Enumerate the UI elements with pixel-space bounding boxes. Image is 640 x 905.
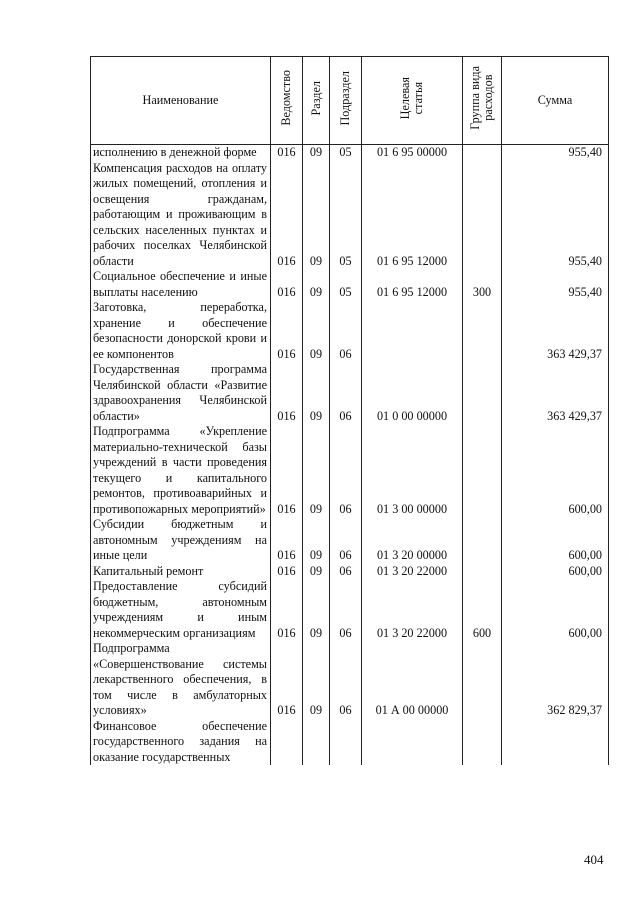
row-name: Предоставление субсидий бюджетным, автономным учреждениям и иным некоммерческим организациям xyxy=(91,579,271,641)
row-razdel: 09 xyxy=(303,362,330,424)
row-gruppa xyxy=(463,362,502,424)
row-celevaya: 01 3 00 00000 xyxy=(362,424,463,517)
row-podrazdel: 05 xyxy=(330,145,362,161)
table-row xyxy=(91,564,609,580)
row-gruppa xyxy=(463,641,502,719)
row-podrazdel: 06 xyxy=(330,564,362,580)
table-row xyxy=(91,269,609,300)
row-vedomstvo xyxy=(271,719,303,766)
row-podrazdel: 06 xyxy=(330,641,362,719)
row-gruppa xyxy=(463,424,502,517)
row-vedomstvo: 016 xyxy=(271,300,303,362)
row-summa: 600,00 xyxy=(502,564,609,580)
header-razdel: Раздел xyxy=(308,81,323,116)
row-podrazdel: 06 xyxy=(330,362,362,424)
table-body xyxy=(91,145,609,766)
row-summa: 955,40 xyxy=(502,161,609,270)
header-celevaya: Целевая статья xyxy=(398,77,425,120)
row-razdel: 09 xyxy=(303,145,330,161)
table-row xyxy=(91,362,609,424)
header-razdel-cell xyxy=(303,57,330,145)
header-gruppa-cell xyxy=(463,57,502,145)
header-summa: Сумма xyxy=(502,57,609,145)
header-gruppa: Группа вида расходов xyxy=(468,66,495,131)
row-vedomstvo: 016 xyxy=(271,424,303,517)
row-celevaya xyxy=(362,719,463,766)
row-summa: 363 429,37 xyxy=(502,362,609,424)
table-row xyxy=(91,517,609,564)
row-gruppa: 300 xyxy=(463,269,502,300)
row-gruppa xyxy=(463,517,502,564)
header-podrazdel-cell xyxy=(330,57,362,145)
row-celevaya: 01 А 00 00000 xyxy=(362,641,463,719)
row-summa: 600,00 xyxy=(502,517,609,564)
row-name: Заготовка, переработка, хранение и обеспечение безопасности донорской крови и ее компонентов xyxy=(91,300,271,362)
row-summa: 955,40 xyxy=(502,269,609,300)
table-row xyxy=(91,161,609,270)
row-vedomstvo: 016 xyxy=(271,362,303,424)
row-podrazdel xyxy=(330,719,362,766)
row-celevaya: 01 0 00 00000 xyxy=(362,362,463,424)
row-vedomstvo: 016 xyxy=(271,564,303,580)
header-vedomstvo-cell xyxy=(271,57,303,145)
row-razdel: 09 xyxy=(303,269,330,300)
header-vedomstvo: Ведомство xyxy=(279,70,293,127)
budget-table xyxy=(90,56,609,765)
row-podrazdel: 06 xyxy=(330,300,362,362)
row-celevaya: 01 6 95 12000 xyxy=(362,161,463,270)
header-name: Наименование xyxy=(91,57,271,145)
row-vedomstvo: 016 xyxy=(271,145,303,161)
row-name: Финансовое обеспечение государственного задания на оказание государственных xyxy=(91,719,271,766)
row-razdel xyxy=(303,719,330,766)
table-row xyxy=(91,300,609,362)
header-podrazdel: Подраздел xyxy=(338,70,352,126)
row-name: Социальное обеспечение и иные выплаты населению xyxy=(91,269,271,300)
row-celevaya xyxy=(362,300,463,362)
row-summa xyxy=(502,719,609,766)
row-razdel: 09 xyxy=(303,300,330,362)
row-gruppa xyxy=(463,719,502,766)
row-name: Подпрограмма «Укрепление материально-технической базы учреждений в части проведения текущего и капитального ремонтов, противоаварийных и противопожарных мероприятий» xyxy=(91,424,271,517)
row-razdel: 09 xyxy=(303,161,330,270)
row-razdel: 09 xyxy=(303,579,330,641)
row-podrazdel: 06 xyxy=(330,579,362,641)
table-row xyxy=(91,145,609,161)
row-name: Государственная программа Челябинской области «Развитие здравоохранения Челябинской области» xyxy=(91,362,271,424)
row-celevaya: 01 3 20 22000 xyxy=(362,579,463,641)
row-vedomstvo: 016 xyxy=(271,641,303,719)
row-name: исполнению в денежной форме xyxy=(91,145,271,161)
row-name: Капитальный ремонт xyxy=(91,564,271,580)
table-row xyxy=(91,424,609,517)
row-podrazdel: 05 xyxy=(330,161,362,270)
row-razdel: 09 xyxy=(303,424,330,517)
row-summa: 600,00 xyxy=(502,424,609,517)
row-summa: 600,00 xyxy=(502,579,609,641)
row-vedomstvo: 016 xyxy=(271,517,303,564)
row-podrazdel: 05 xyxy=(330,269,362,300)
table-row xyxy=(91,719,609,766)
row-celevaya: 01 3 20 00000 xyxy=(362,517,463,564)
row-podrazdel: 06 xyxy=(330,517,362,564)
row-summa: 362 829,37 xyxy=(502,641,609,719)
row-razdel: 09 xyxy=(303,564,330,580)
row-razdel: 09 xyxy=(303,641,330,719)
table-row xyxy=(91,579,609,641)
row-name: Подпрограмма «Совершенствование системы лекарственного обеспечения, в том числе в амбулаторных условиях» xyxy=(91,641,271,719)
row-gruppa: 600 xyxy=(463,579,502,641)
row-gruppa xyxy=(463,145,502,161)
row-gruppa xyxy=(463,300,502,362)
row-celevaya: 01 3 20 22000 xyxy=(362,564,463,580)
row-vedomstvo: 016 xyxy=(271,269,303,300)
row-vedomstvo: 016 xyxy=(271,161,303,270)
row-gruppa xyxy=(463,564,502,580)
page-number: 404 xyxy=(584,852,604,867)
row-razdel: 09 xyxy=(303,517,330,564)
row-celevaya: 01 6 95 00000 xyxy=(362,145,463,161)
row-vedomstvo: 016 xyxy=(271,579,303,641)
row-name: Компенсация расходов на оплату жилых помещений, отопления и освещения гражданам, работающим и проживающим в сельских населенных пунктах и рабочих поселках Челябинской области xyxy=(91,161,271,270)
row-gruppa xyxy=(463,161,502,270)
table-row xyxy=(91,641,609,719)
row-summa: 955,40 xyxy=(502,145,609,161)
table-header-row xyxy=(91,57,609,145)
row-podrazdel: 06 xyxy=(330,424,362,517)
row-summa: 363 429,37 xyxy=(502,300,609,362)
header-celevaya-cell xyxy=(362,57,463,145)
row-name: Субсидии бюджетным и автономным учреждениям на иные цели xyxy=(91,517,271,564)
row-celevaya: 01 6 95 12000 xyxy=(362,269,463,300)
